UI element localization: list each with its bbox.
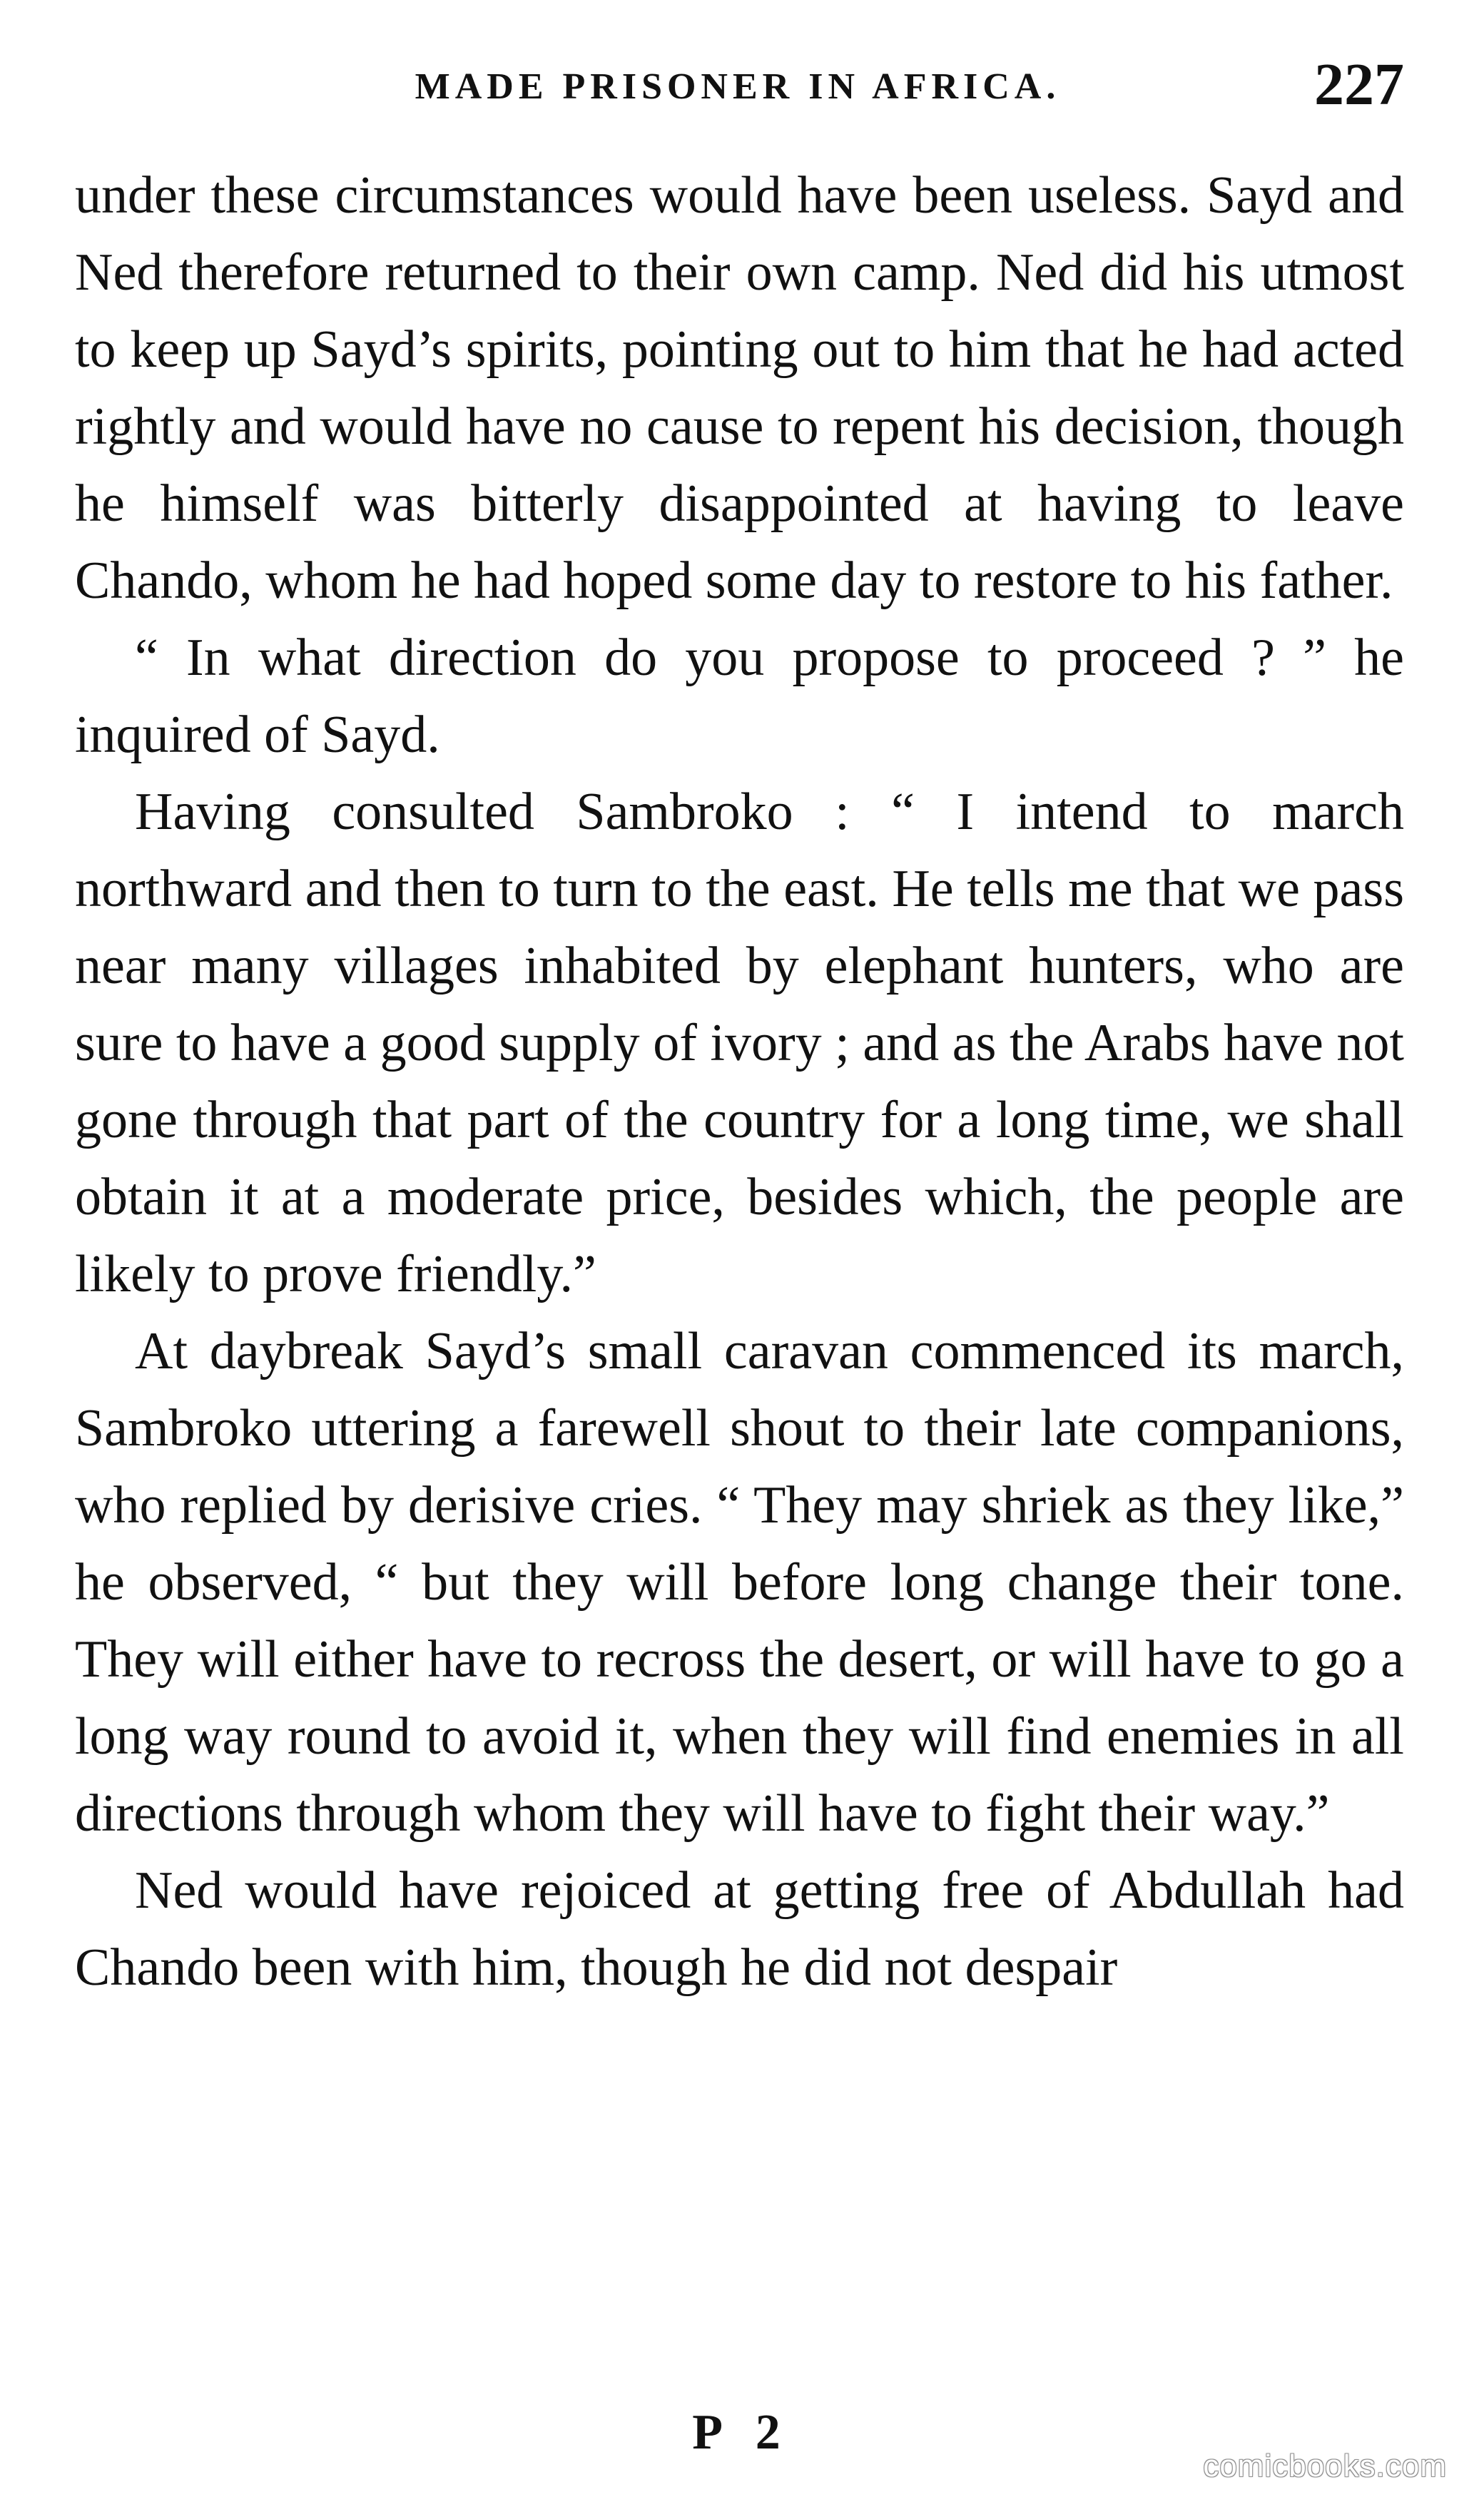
paragraph-plan: Having consulted Sambroko : “ I intend to march northward and then to turn to the east. He tells me that we pass near many villages inhabited by elephant hunters, who are sure to have a good supply of ivory ; and as the Arabs have not gone through that part of the country for a long time, we shall obtain it at a moderate price, besides which, the people are likely to prove friendly.” <box>75 783 1404 1303</box>
body-text <box>75 157 1404 2006</box>
running-head <box>71 50 1404 128</box>
paragraph-question: “ In what direction do you propose to proceed ? ” he inquired of Sayd. <box>75 629 1404 764</box>
running-head-title: MADE PRISONER IN AFRICA. <box>415 66 1061 107</box>
page-number: 227 <box>1314 51 1404 118</box>
paragraph-continuation: under these circumstances would have been useless. Sayd and Ned therefore returned to their own camp. Ned did his utmost to keep up Sayd’s spirits, pointing out to him that he had acted rightly and would have no cause to repent his decision, though he himself was bitterly disappointed at having to leave Chando, whom he had hoped some day to restore to his father. <box>75 166 1404 610</box>
paragraph-departure: At daybreak Sayd’s small caravan commenced its march, Sambroko uttering a farewell shout to their late companions, who replied by derisive cries. “ They may shriek as they like,” he observed, “ but they will before long change their tone. They will either have to recross the desert, or will have to go a long way round to avoid it, when they will find enemies in all directions through whom they will have to fight their way.” <box>75 1322 1404 1843</box>
signature-mark: P 2 <box>692 2405 792 2460</box>
watermark: comicbooks.com <box>1203 2448 1447 2483</box>
paragraph-final: Ned would have rejoiced at getting free of Abdullah had Chando been with him, though he did not despair <box>75 1861 1404 1997</box>
